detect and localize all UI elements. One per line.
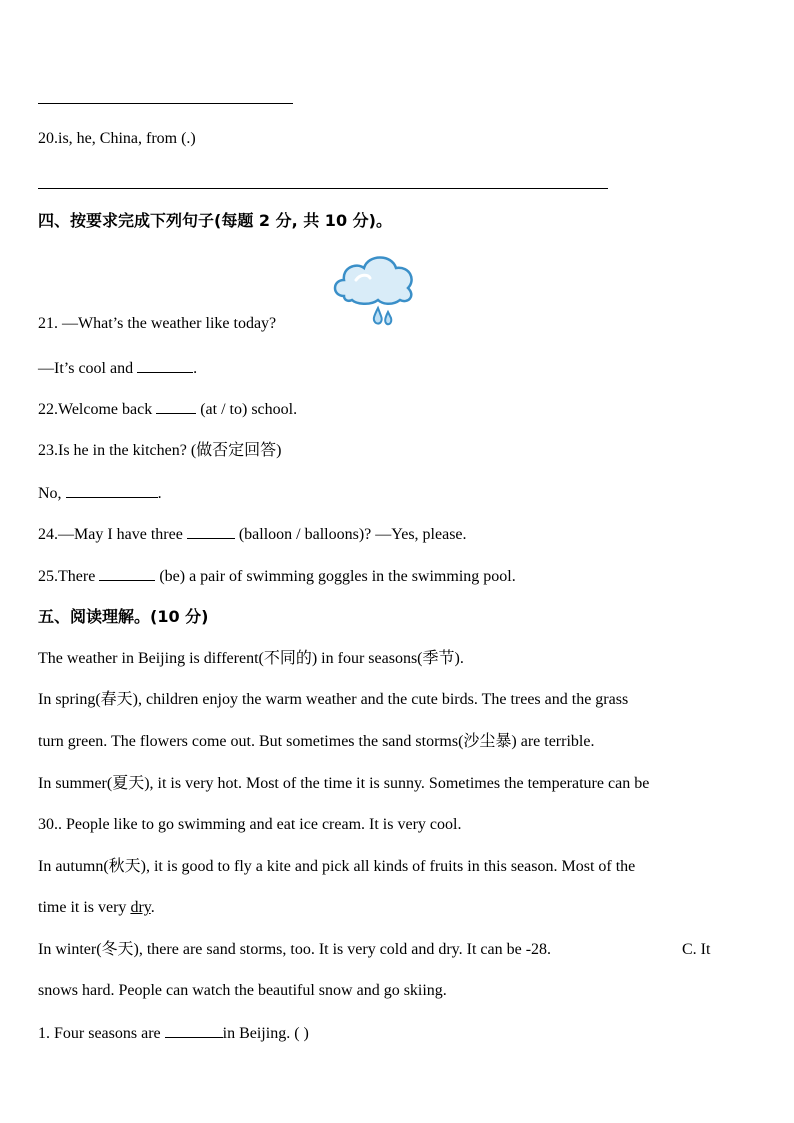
q23-answer-prefix: No, xyxy=(38,485,62,502)
reading-paragraph-3-line-2: 30.. People like to go swimming and eat ice cream. It is very cool. xyxy=(38,816,462,833)
reading-paragraph-5-line-1-end: C. It xyxy=(682,941,711,958)
rq1-suffix: in Beijing. ( ) xyxy=(222,1025,309,1042)
question-25 xyxy=(38,566,516,587)
q22-blank[interactable] xyxy=(156,399,196,414)
question-23-answer xyxy=(38,483,162,504)
underlined-word-dry: dry xyxy=(130,899,151,916)
reading-paragraph-3-line-1: In summer(夏天), it is very hot. Most of the time it is sunny. Sometimes the temperature can be xyxy=(38,775,650,792)
q22-suffix: (at / to) school. xyxy=(200,401,298,418)
section-4-heading: 四、按要求完成下列句子(每题 2 分, 共 10 分)。 xyxy=(38,211,392,230)
rain-cloud-icon xyxy=(330,250,416,334)
answer-line-19[interactable] xyxy=(38,103,293,104)
reading-paragraph-1: The weather in Beijing is different(不同的) in four seasons(季节). xyxy=(38,650,464,667)
reading-paragraph-2-line-2: turn green. The flowers come out. But sometimes the sand storms(沙尘暴) are terrible. xyxy=(38,733,595,750)
q25-blank[interactable] xyxy=(99,566,155,581)
question-21-line-1: 21. —What’s the weather like today? xyxy=(38,315,277,332)
p4b-suffix: . xyxy=(150,899,155,916)
question-20: 20.is, he, China, from (.) xyxy=(38,130,196,147)
reading-paragraph-4-line-1: In autumn(秋天), it is good to fly a kite and pick all kinds of fruits in this season. Most of the xyxy=(38,858,636,875)
q25-prefix: 25.There xyxy=(38,568,96,585)
reading-paragraph-5-line-1: In winter(冬天), there are sand storms, too. It is very cold and dry. It can be -28. xyxy=(38,941,552,958)
p4b-prefix: time it is very xyxy=(38,899,127,916)
rq1-prefix: 1. Four seasons are xyxy=(38,1025,161,1042)
question-21-line-2 xyxy=(38,358,197,379)
question-24 xyxy=(38,524,467,545)
q24-suffix: (balloon / balloons)? —Yes, please. xyxy=(238,526,467,543)
q23-answer-suffix: . xyxy=(157,485,162,502)
q24-prefix: 24.—May I have three xyxy=(38,526,183,543)
q25-suffix: (be) a pair of swimming goggles in the swimming pool. xyxy=(159,568,516,585)
q21-answer-prefix: —It’s cool and xyxy=(38,360,134,377)
question-22 xyxy=(38,399,297,420)
rq1-blank[interactable] xyxy=(165,1023,223,1038)
q23-blank[interactable] xyxy=(66,483,158,498)
reading-question-1 xyxy=(38,1023,309,1044)
reading-paragraph-5-line-2: snows hard. People can watch the beautiful snow and go skiing. xyxy=(38,982,447,999)
q21-blank[interactable] xyxy=(137,358,193,373)
question-23: 23.Is he in the kitchen? (做否定回答) xyxy=(38,442,282,459)
answer-line-20[interactable] xyxy=(38,188,608,189)
reading-paragraph-2-line-1: In spring(春天), children enjoy the warm weather and the cute birds. The trees and the grass xyxy=(38,691,629,708)
reading-paragraph-4-line-2 xyxy=(38,898,155,918)
q24-blank[interactable] xyxy=(187,524,235,539)
section-5-heading: 五、阅读理解。(10 分) xyxy=(38,607,209,626)
q22-prefix: 22.Welcome back xyxy=(38,401,153,418)
q21-answer-suffix: . xyxy=(193,360,198,377)
